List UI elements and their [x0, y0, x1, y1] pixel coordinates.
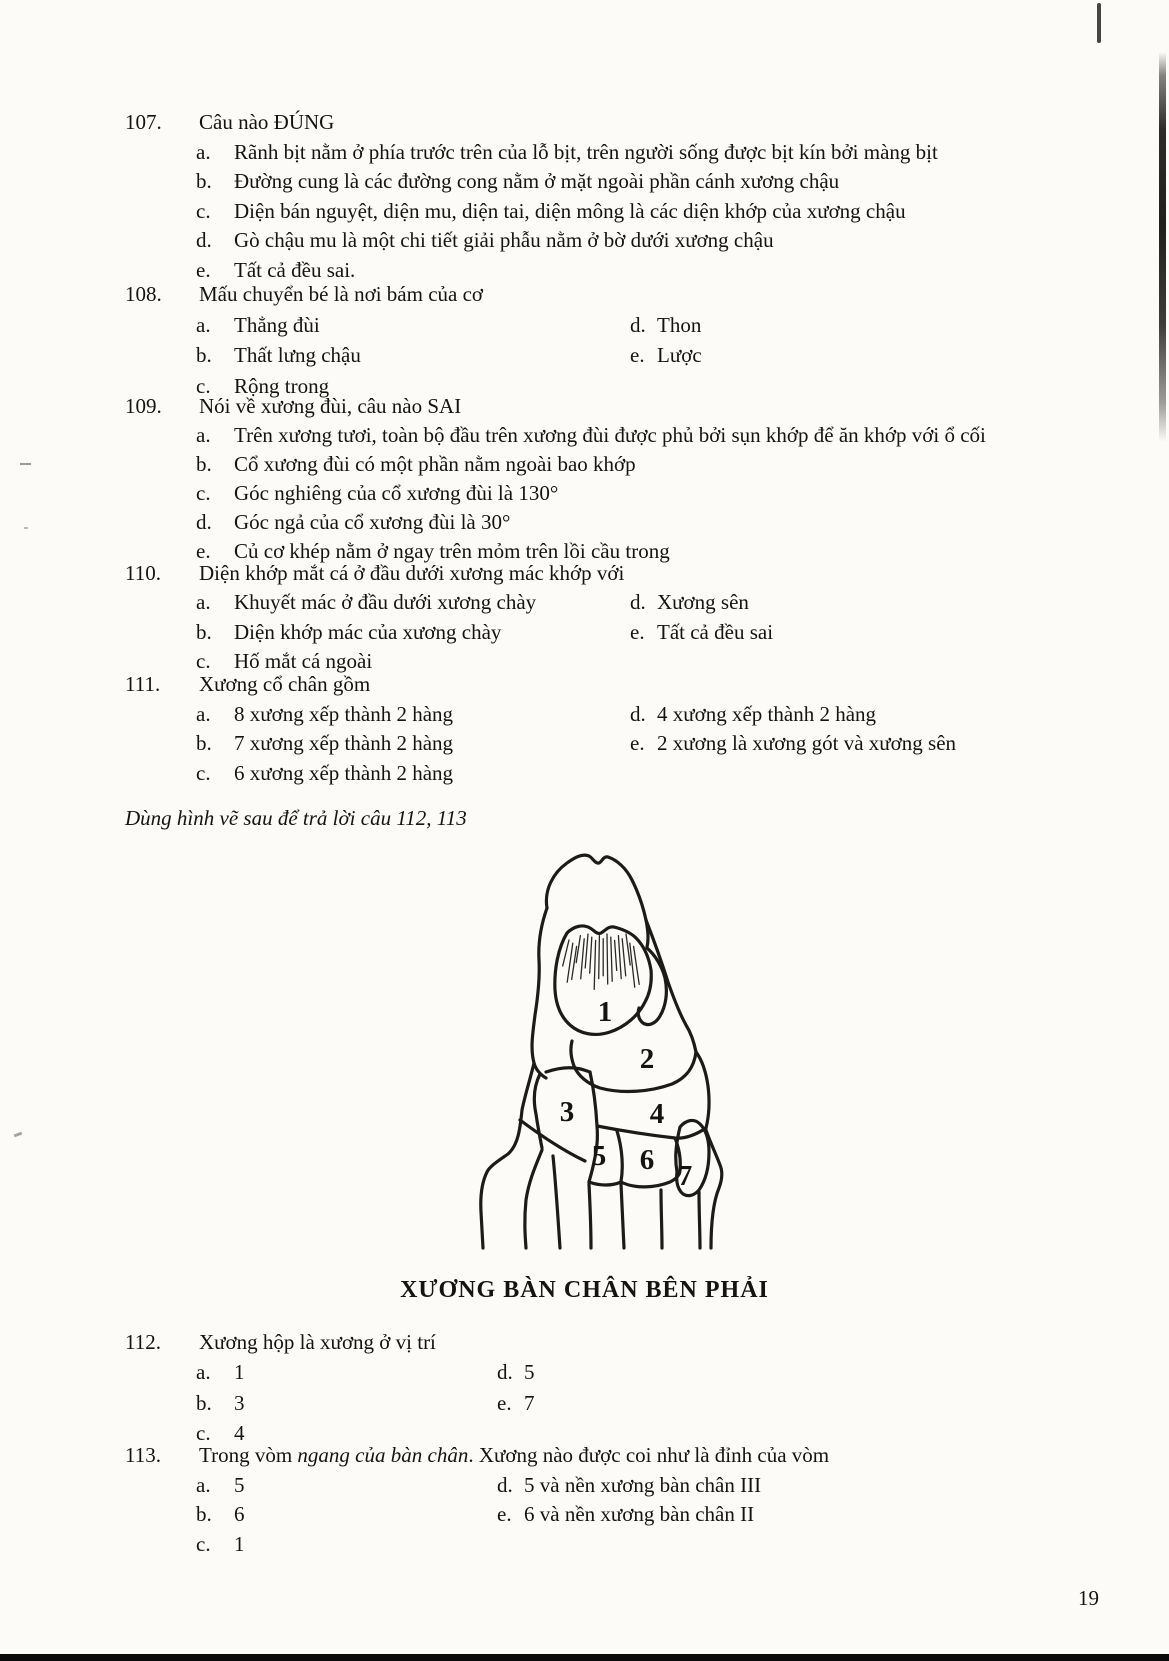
scan-speck: [20, 463, 31, 465]
option-letter: a.: [196, 312, 211, 337]
option-text: 6: [234, 1502, 245, 1526]
figure-label: 3: [559, 1096, 575, 1128]
option-letter: c.: [196, 373, 211, 398]
option-text: Củ cơ khép nằm ở ngay trên mỏm trên lồi cầu trong: [234, 539, 670, 563]
option-letter: e.: [196, 257, 211, 282]
option-letter: d.: [196, 228, 212, 252]
question-stem: Xương hộp là xương ở vị trí: [199, 1330, 436, 1354]
question-number: 112.: [125, 1330, 161, 1354]
page-number: 19: [1078, 1586, 1099, 1610]
option-letter: d.: [630, 701, 646, 726]
figure-caption: XƯƠNG BÀN CHÂN BÊN PHẢI: [400, 1277, 769, 1303]
option-letter: a.: [196, 1472, 211, 1497]
option-text: 1: [234, 1531, 245, 1556]
question-stem: Diện khớp mắt cá ở đầu dưới xương mác khớp với: [199, 561, 625, 585]
stem-part: Trong vòm: [199, 1443, 298, 1467]
option-letter: b.: [196, 169, 212, 193]
option-text: Diện khớp mác của xương chày: [234, 619, 502, 644]
option-text: 7: [524, 1390, 535, 1415]
option-text: 5: [234, 1472, 245, 1497]
figure-label: 6: [639, 1144, 655, 1176]
question-stem: Mấu chuyển bé là nơi bám của cơ: [199, 282, 484, 306]
figure-label: 2: [639, 1043, 655, 1075]
option-text: Thon: [657, 312, 702, 337]
question-number: 108.: [125, 282, 162, 306]
figure-label: 7: [677, 1160, 693, 1192]
option-letter: c.: [196, 760, 211, 785]
option-letter: b.: [196, 731, 212, 755]
foot-bones-figure: [450, 820, 790, 1250]
question-stem: Nói về xương đùi, câu nào SAI: [199, 394, 462, 418]
option-letter: e.: [630, 731, 645, 755]
option-text: Diện bán nguyệt, diện mu, diện tai, diện mông là các diện khớp của xương chậu: [234, 198, 906, 223]
option-text: Xương sên: [657, 590, 749, 615]
option-letter: c.: [196, 481, 211, 505]
option-letter: e.: [497, 1390, 512, 1415]
question-number: 113.: [125, 1443, 161, 1467]
option-text: 4: [234, 1420, 245, 1445]
option-letter: e.: [630, 343, 645, 367]
option-letter: a.: [196, 1360, 211, 1385]
option-letter: e.: [196, 539, 211, 563]
option-letter: a.: [196, 590, 211, 615]
talus-hatching: [563, 934, 640, 989]
option-text: Khuyết mác ở đầu dưới xương chày: [234, 590, 537, 615]
option-letter: d.: [630, 312, 646, 337]
scan-edge-streak: [1159, 52, 1166, 442]
option-text: Trên xương tươi, toàn bộ đầu trên xương đùi được phủ bởi sụn khớp để ăn khớp với ổ cối: [234, 423, 986, 447]
option-text: Thẳng đùi: [234, 312, 320, 337]
figure-instruction-note: Dùng hình vẽ sau để trả lời câu 112, 113: [125, 806, 467, 830]
question-number: 109.: [125, 394, 162, 418]
option-text: Gò chậu mu là một chi tiết giải phẫu nằm ở bờ dưới xương chậu: [234, 228, 774, 252]
scan-speck: [24, 527, 28, 529]
option-text: Góc ngả của cổ xương đùi là 30°: [234, 510, 511, 534]
option-text: 7 xương xếp thành 2 hàng: [234, 731, 454, 755]
option-letter: c.: [196, 1531, 211, 1556]
scan-corner-tick: [1097, 3, 1101, 43]
option-letter: a.: [196, 701, 211, 726]
option-text: Thất lưng chậu: [234, 343, 361, 367]
option-text: Rãnh bịt nằm ở phía trước trên của lỗ bịt, trên người sống được bịt kín bởi màng bịt: [234, 139, 938, 164]
question-number: 107.: [125, 110, 162, 134]
option-text: 6 và nền xương bàn chân II: [524, 1502, 755, 1526]
option-letter: a.: [196, 139, 211, 164]
option-letter: b.: [196, 619, 212, 644]
option-letter: e.: [497, 1502, 512, 1526]
stem-part: . Xương nào được coi như là đỉnh của vòm: [468, 1443, 830, 1467]
option-text: Góc nghiêng của cổ xương đùi là 130°: [234, 481, 559, 505]
option-text: 2 xương là xương gót và xương sên: [657, 731, 957, 755]
option-text: Lược: [657, 343, 702, 367]
option-letter: d.: [497, 1360, 513, 1385]
option-text: 8 xương xếp thành 2 hàng: [234, 701, 454, 726]
option-letter: c.: [196, 648, 211, 673]
figure-label: 1: [597, 996, 613, 1028]
option-text: Tất cả đều sai: [657, 619, 774, 644]
question-stem: Xương cổ chân gồm: [199, 672, 371, 696]
option-text: Cổ xương đùi có một phần nằm ngoài bao khớp: [234, 452, 636, 476]
question-stem: [199, 1443, 829, 1468]
option-text: Rộng trong: [234, 373, 330, 398]
option-text: 4 xương xếp thành 2 hàng: [657, 701, 877, 726]
option-text: 5: [524, 1360, 535, 1385]
option-letter: b.: [196, 1502, 212, 1526]
question-number: 110.: [125, 561, 161, 585]
figure-label: 4: [649, 1098, 665, 1130]
scan-speck: [14, 1132, 23, 1138]
scan-bottom-bar: [0, 1654, 1169, 1661]
option-text: Tất cả đều sai.: [234, 257, 356, 282]
option-letter: b.: [196, 1390, 212, 1415]
option-text: Đường cung là các đường cong nằm ở mặt ngoài phần cánh xương chậu: [234, 169, 840, 193]
option-letter: c.: [196, 198, 211, 223]
figure-label: 5: [591, 1140, 607, 1172]
option-text: 3: [234, 1390, 245, 1415]
option-text: 5 và nền xương bàn chân III: [524, 1472, 762, 1497]
option-text: 6 xương xếp thành 2 hàng: [234, 760, 454, 785]
question-number: 111.: [125, 672, 161, 696]
option-letter: c.: [196, 1420, 211, 1445]
option-letter: d.: [630, 590, 646, 615]
option-letter: b.: [196, 452, 212, 476]
option-letter: d.: [497, 1472, 513, 1497]
option-letter: d.: [196, 510, 212, 534]
option-letter: e.: [630, 619, 645, 644]
stem-italic-part: ngang của bàn chân: [297, 1443, 469, 1467]
option-text: Hố mắt cá ngoài: [234, 648, 373, 673]
option-text: 1: [234, 1360, 245, 1385]
option-letter: a.: [196, 423, 211, 447]
option-letter: b.: [196, 343, 212, 367]
question-stem: Câu nào ĐÚNG: [199, 110, 335, 134]
